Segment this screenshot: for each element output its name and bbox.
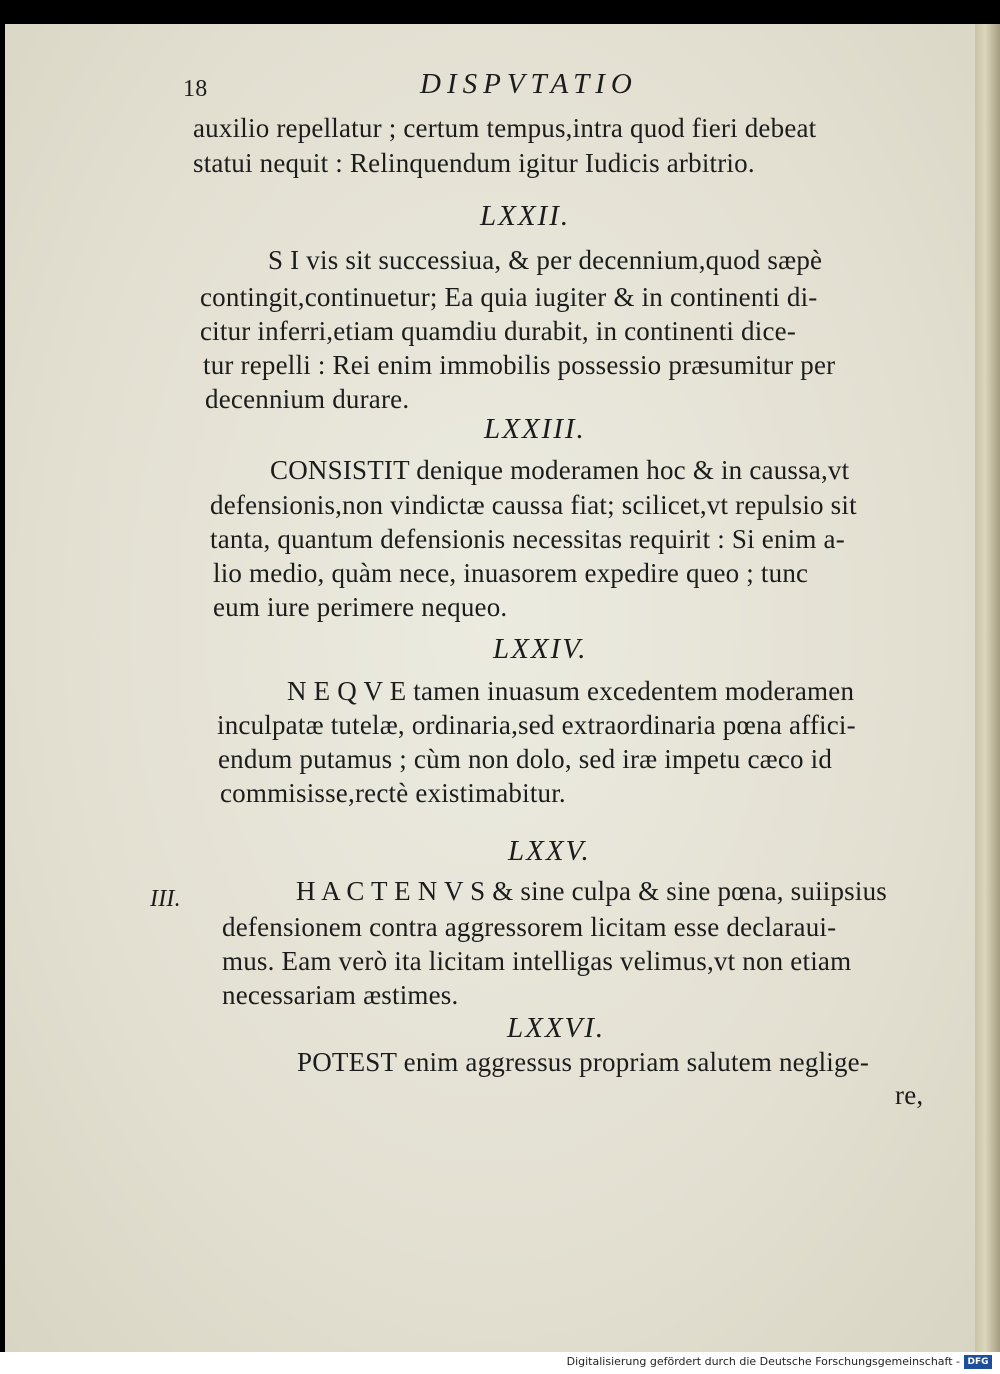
text-line: contingit,continuetur; Ea quia iugiter & in continenti di- xyxy=(200,282,818,312)
section-numeral: LXXVI. xyxy=(507,1012,606,1044)
text-line: commisisse,rectè existimabitur. xyxy=(220,778,566,808)
text-line: CONSISTIT denique moderamen hoc & in caussa,vt xyxy=(270,455,850,485)
section-numeral: LXXV. xyxy=(508,835,591,867)
page-edge xyxy=(975,24,1000,1352)
text-line: citur inferri,etiam quamdiu durabit, in continenti dice- xyxy=(200,316,797,346)
text-line: inculpatæ tutelæ, ordinaria,sed extraordinaria pœna affici- xyxy=(217,710,856,740)
text-line: H A C T E N V S & sine culpa & sine pœna, suiipsius xyxy=(296,876,887,906)
text-line: mus. Eam verò ita licitam intelligas velimus,vt non etiam xyxy=(222,946,852,976)
folio-number: 18 xyxy=(183,76,208,102)
text-line: decennium durare. xyxy=(205,384,410,414)
text-line: POTEST enim aggressus propriam salutem neglige- xyxy=(297,1047,870,1077)
running-header: DISPVTATIO xyxy=(420,68,638,100)
text-line: S I vis sit successiua, & per decennium,quod sæpè xyxy=(268,245,823,275)
catchword: re, xyxy=(895,1080,924,1110)
text-line: defensionem contra aggressorem licitam esse declaraui- xyxy=(222,912,837,942)
section-numeral: LXXIII. xyxy=(484,413,586,445)
text-line: defensionis,non vindictæ caussa fiat; scilicet,vt repulsio sit xyxy=(210,490,857,520)
dfg-logo-icon: DFG xyxy=(964,1355,992,1369)
text-line: tanta, quantum defensionis necessitas requirit : Si enim a- xyxy=(210,524,845,554)
text-line: N E Q V E tamen inuasum excedentem moderamen xyxy=(287,676,855,706)
text-line: lio medio, quàm nece, inuasorem expedire queo ; tunc xyxy=(213,558,809,588)
text-line: statui nequit : Relinquendum igitur Iudicis arbitrio. xyxy=(193,148,755,178)
text-line: tur repelli : Rei enim immobilis possessio præsumitur per xyxy=(203,350,836,380)
funding-notice: Digitalisierung gefördert durch die Deutsche Forschungsgemeinschaft - xyxy=(566,1355,960,1368)
footer-bar xyxy=(0,1352,1000,1374)
text-line: endum putamus ; cùm non dolo, sed iræ impetu cæco id xyxy=(218,744,833,774)
section-numeral: LXXII. xyxy=(480,200,571,232)
text-line: auxilio repellatur ; certum tempus,intra quod fieri debeat xyxy=(193,113,817,143)
text-line: necessariam æstimes. xyxy=(222,980,459,1010)
text-line: eum iure perimere nequeo. xyxy=(213,592,508,622)
section-numeral: LXXIV. xyxy=(493,633,588,665)
margin-note: III. xyxy=(150,886,181,912)
